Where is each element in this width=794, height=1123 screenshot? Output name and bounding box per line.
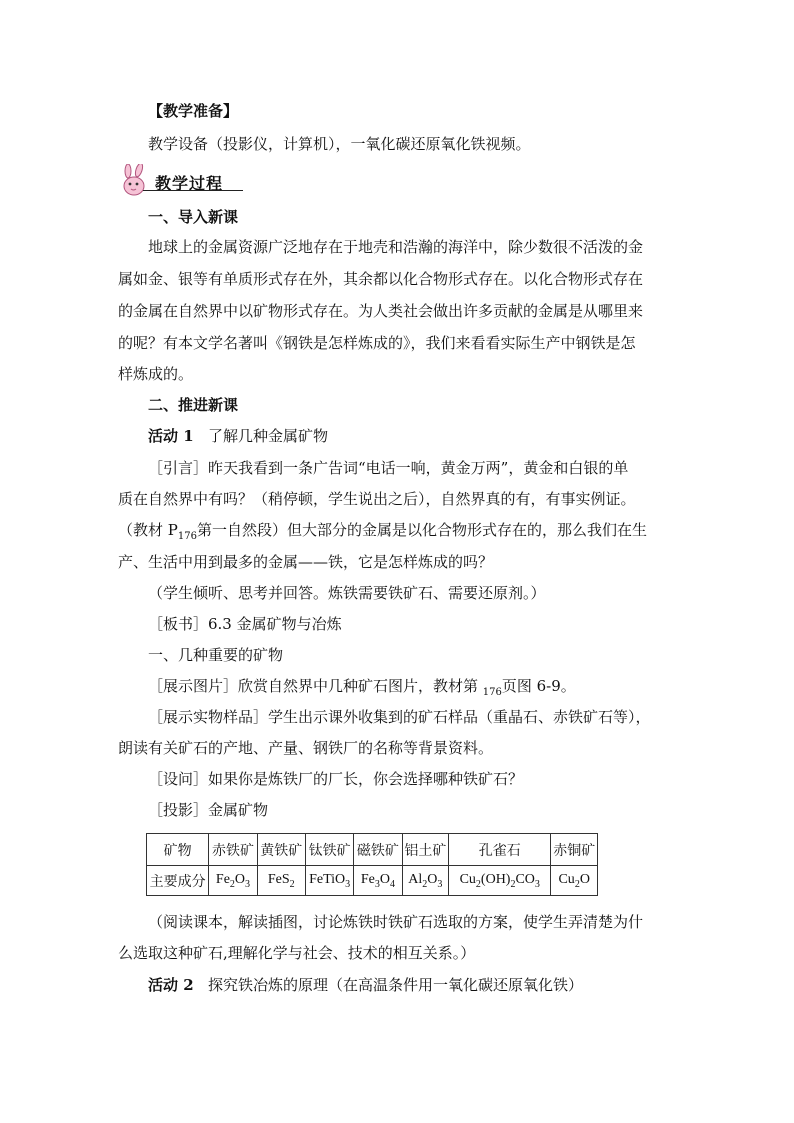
- mineral-name: 钛铁矿: [305, 834, 353, 866]
- intro-line-1: ［引言］昨天我看到一条广告词“电话一响，黄金万两”，黄金和白银的单: [148, 459, 629, 477]
- activity2-line: [148, 974, 708, 996]
- mineral-name: 赤铁矿: [209, 834, 257, 866]
- activity1-title: 了解几种金属矿物: [207, 427, 328, 445]
- mineral-name: 铝土矿: [402, 834, 449, 866]
- formula-cell: $Fe_2O_3$: [209, 866, 257, 896]
- section2-heading: 二、推进新课: [148, 396, 239, 414]
- banner-title: 教学过程: [155, 174, 224, 193]
- activity2-label: 活动 2: [148, 976, 194, 994]
- intro-line-4: 产、生活中用到最多的金属——铁，它是怎样炼成的吗？: [118, 553, 494, 571]
- board-note: ［板书］6.3 金属矿物与冶炼: [148, 615, 342, 633]
- projection-line: ［投影］金属矿物: [148, 801, 269, 819]
- mineral-name: 磁铁矿: [354, 834, 402, 866]
- student-answer: （学生倾听、思考并回答。炼铁需要铁矿石、需要还原剂。）: [148, 584, 546, 602]
- section1-heading: 一、导入新课: [148, 208, 239, 226]
- section1-line-5: 样炼成的。: [118, 365, 194, 383]
- mineral-name: 黄铁矿: [257, 834, 305, 866]
- subheading-minerals: 一、几种重要的矿物: [148, 646, 284, 664]
- section1-line-4: 的呢？有本文学名著叫《钢铁是怎样炼成的》，我们来看看实际生产中钢铁是怎: [118, 334, 636, 352]
- intro-line-2: 质在自然界中有吗？（稍停顿，学生说出之后），自然界真的有，有事实例证。: [118, 490, 636, 508]
- prep-equipment: 教学设备（投影仪，计算机），一氧化碳还原氧化铁视频。: [148, 135, 531, 153]
- table-row-minerals: [147, 834, 598, 866]
- formula-cell: $Cu_2(OH)_2CO_3$: [449, 866, 551, 896]
- activity2-title: 探究铁冶炼的原理（在高温条件用一氧化碳还原氧化铁）: [207, 976, 583, 994]
- section-banner: [115, 164, 240, 198]
- section1-line-2: 属如金、银等有单质形式存在外，其余都以化合物形式存在。以化合物形式存在: [118, 270, 644, 288]
- section1-line-1: 地球上的金属资源广泛地存在于地壳和浩瀚的海洋中，除少数很不活泼的金: [148, 238, 644, 256]
- formula-cell: $Fe_3O_4$: [354, 866, 402, 896]
- formula-cell: FeTiO$_3$: [305, 866, 353, 896]
- formula-cell: FeS$_2$: [257, 866, 305, 896]
- mineral-name: 赤铜矿: [551, 834, 598, 866]
- show-images-line: ［展示图片］欣赏自然界中几种矿石图片，教材第 $_{176}$页图 6-9。: [148, 677, 576, 698]
- ore-table: [146, 833, 598, 896]
- row-header-composition: 主要成分: [147, 866, 209, 896]
- banner-underline: [143, 190, 243, 191]
- section1-line-3: 的金属在自然界中以矿物形式存在。为人类社会做出许多贡献的金属是从哪里来: [118, 302, 644, 320]
- question-line: ［设问］如果你是炼铁厂的厂长，你会选择哪种铁矿石？: [148, 770, 524, 788]
- activity1-label: 活动 1: [148, 427, 194, 445]
- reading-line-2: 么选取这种矿石,理解化学与社会、技术的相互关系。）: [118, 944, 476, 962]
- row-header-mineral: 矿物: [147, 834, 209, 866]
- prep-heading: 【教学准备】: [148, 102, 239, 120]
- table-row-formulas: [147, 866, 598, 896]
- reading-line-1: （阅读课本，解读插图，讨论炼铁时铁矿石选取的方案，使学生弄清楚为什: [148, 913, 644, 931]
- mineral-name: 孔雀石: [449, 834, 551, 866]
- cartoon-rabbit-icon: [117, 164, 151, 198]
- formula-cell: $Cu_2O$: [551, 866, 598, 896]
- intro-line-3: （教材 $P_{176}$第一自然段）但大部分的金属是以化合物形式存在的，那么我们在生: [118, 521, 647, 542]
- activity1-line: [148, 425, 708, 447]
- formula-cell: $Al_2O_3$: [402, 866, 449, 896]
- samples-line-1: ［展示实物样品］学生出示课外收集到的矿石样品（重晶石、赤铁矿石等），: [148, 708, 651, 726]
- samples-line-2: 朗读有关矿石的产地、产量、钢铁厂的名称等背景资料。: [118, 739, 494, 757]
